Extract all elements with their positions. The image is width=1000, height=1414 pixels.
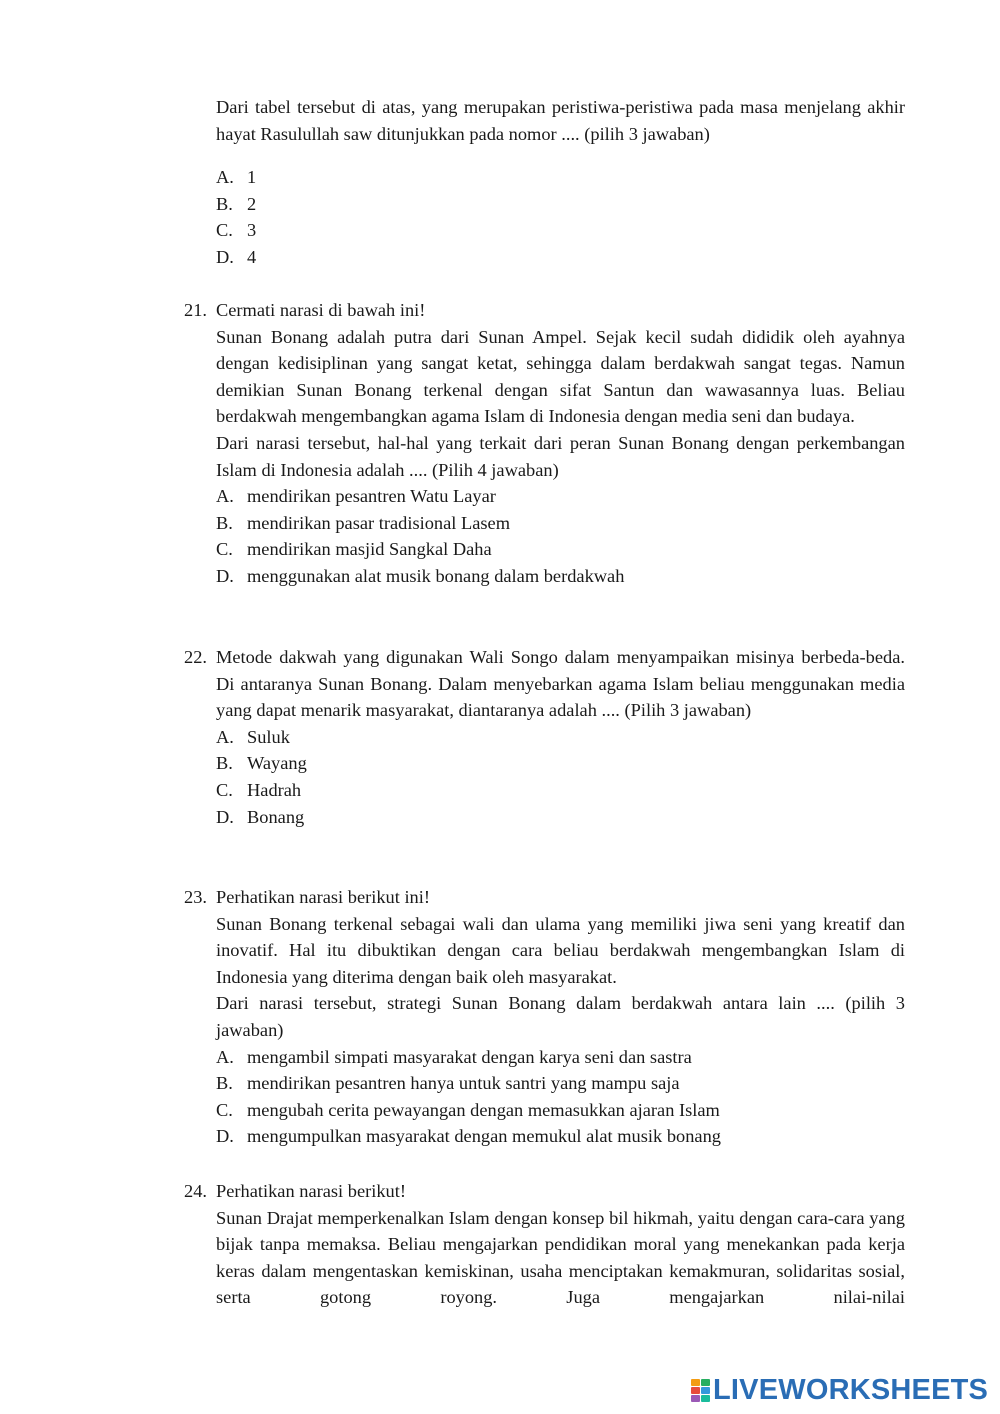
option-text: mendirikan pesantren Watu Layar [247, 486, 496, 507]
question-number: 22. [184, 647, 207, 667]
question-21-option-b[interactable] [216, 510, 905, 537]
liveworksheets-logo [690, 1373, 988, 1407]
question-20-prompt: Dari tabel tersebut di atas, yang merupakan peristiwa-peristiwa pada masa menjelang akhir hayat Rasulullah saw ditunjukkan pada nomor .... (pilih 3 jawaban) [216, 97, 905, 144]
question-23-option-c[interactable] [216, 1097, 905, 1124]
option-letter: D. [216, 1126, 234, 1147]
option-text: mendirikan masjid Sangkal Daha [247, 539, 492, 560]
question-22-option-c[interactable] [216, 777, 905, 804]
question-21 [184, 297, 905, 590]
question-21-option-c[interactable] [216, 536, 905, 563]
option-text: mendirikan pasar tradisional Lasem [247, 512, 511, 533]
option-text: 2 [247, 193, 257, 214]
option-letter: A. [216, 1046, 234, 1067]
option-letter: C. [216, 1099, 233, 1120]
question-23-question: Dari narasi tersebut, strategi Sunan Bonang dalam berdakwah antara lain .... (pilih 3 jawaban) [216, 993, 905, 1040]
question-21-option-d[interactable] [216, 563, 905, 590]
liveworksheets-icon [690, 1378, 710, 1402]
question-23-narrative: Sunan Bonang terkenal sebagai wali dan ulama yang memiliki jiwa seni yang kreatif dan inovatif. Hal itu dibuktikan dengan cara beliau berdakwah mengembangkan Islam di Indonesia yang diterima dengan baik oleh masyarakat. [216, 913, 905, 987]
option-text: mendirikan pesantren hanya untuk santri yang mampu saja [247, 1073, 680, 1094]
question-23-options [216, 1044, 905, 1150]
option-text: Wayang [247, 753, 307, 774]
question-21-heading: Cermati narasi di bawah ini! [216, 300, 426, 320]
option-letter: B. [216, 1073, 233, 1094]
question-24 [184, 1178, 905, 1311]
option-text: mengumpulkan masyarakat dengan memukul alat musik bonang [247, 1126, 721, 1147]
option-text: 4 [247, 246, 257, 267]
question-number: 21. [184, 300, 207, 320]
option-text: mengambil simpati masyarakat dengan karya seni dan sastra [247, 1046, 692, 1067]
question-20-option-d[interactable] [216, 244, 905, 271]
question-23-option-a[interactable] [216, 1044, 905, 1071]
question-24-narrative: Sunan Drajat memperkenalkan Islam dengan konsep bil hikmah, yaitu dengan cara-cara yang bijak tanpa memaksa. Beliau mengajarkan pendidikan moral yang menekankan pada kerja keras dalam mengentaskan kemiskinan, usaha menciptakan kemakmuran, solidaritas sosial, serta gotong royong. Juga mengajarkan nilai-nilai [216, 1207, 905, 1308]
liveworksheets-wordmark: LIVEWORKSHEETS [713, 1373, 989, 1406]
option-letter: D. [216, 565, 234, 586]
question-22-option-a[interactable] [216, 724, 905, 751]
question-21-narrative: Sunan Bonang adalah putra dari Sunan Ampel. Sejak kecil sudah dididik oleh ayahnya dengan kedisiplinan yang sangat ketat, sehingga dalam berdakwah sangat tegas. Namun demikian Sunan Bonang terkenal dengan sifat Santun dan wawasannya luas. Beliau berdakwah mengembangkan agama Islam di Indonesia dengan media seni dan budaya. [216, 326, 905, 427]
question-22-option-d[interactable] [216, 804, 905, 831]
option-text: Suluk [247, 726, 290, 747]
option-text: Hadrah [247, 779, 302, 800]
question-24-heading: Perhatikan narasi berikut! [216, 1181, 406, 1201]
question-number: 23. [184, 887, 207, 907]
question-20 [216, 94, 905, 271]
question-21-options [216, 483, 905, 589]
question-21-option-a[interactable] [216, 483, 905, 510]
option-text: 3 [247, 220, 257, 241]
option-letter: A. [216, 486, 234, 507]
option-letter: D. [216, 806, 234, 827]
option-text: Bonang [247, 806, 305, 827]
question-23-option-d[interactable] [216, 1123, 905, 1150]
question-number: 24. [184, 1181, 207, 1201]
option-letter: C. [216, 779, 233, 800]
question-20-option-a[interactable] [216, 164, 905, 191]
option-letter: B. [216, 753, 233, 774]
option-letter: A. [216, 167, 234, 188]
question-22 [184, 644, 905, 830]
option-letter: C. [216, 220, 233, 241]
option-letter: A. [216, 726, 234, 747]
option-text: 1 [247, 167, 257, 188]
option-text: mengubah cerita pewayangan dengan memasukkan ajaran Islam [247, 1099, 720, 1120]
question-20-option-c[interactable] [216, 217, 905, 244]
option-letter: B. [216, 193, 233, 214]
question-22-options [216, 724, 905, 830]
option-letter: C. [216, 539, 233, 560]
question-22-question: Metode dakwah yang digunakan Wali Songo dalam menyampaikan misinya berbeda-beda. Di antaranya Sunan Bonang. Dalam menyebarkan agama Islam beliau menggunakan media yang dapat menarik masyarakat, diantaranya adalah .... (Pilih 3 jawaban) [216, 647, 905, 721]
question-21-question: Dari narasi tersebut, hal-hal yang terkait dari peran Sunan Bonang dengan perkembangan Islam di Indonesia adalah .... (Pilih 4 jawaban) [216, 432, 905, 480]
option-text: menggunakan alat musik bonang dalam berdakwah [247, 565, 625, 586]
question-23 [184, 884, 905, 1150]
question-20-options [216, 164, 905, 270]
question-23-option-b[interactable] [216, 1070, 905, 1097]
question-22-option-b[interactable] [216, 750, 905, 777]
option-letter: B. [216, 512, 233, 533]
question-23-heading: Perhatikan narasi berikut ini! [216, 887, 430, 907]
question-20-option-b[interactable] [216, 191, 905, 218]
option-letter: D. [216, 246, 234, 267]
